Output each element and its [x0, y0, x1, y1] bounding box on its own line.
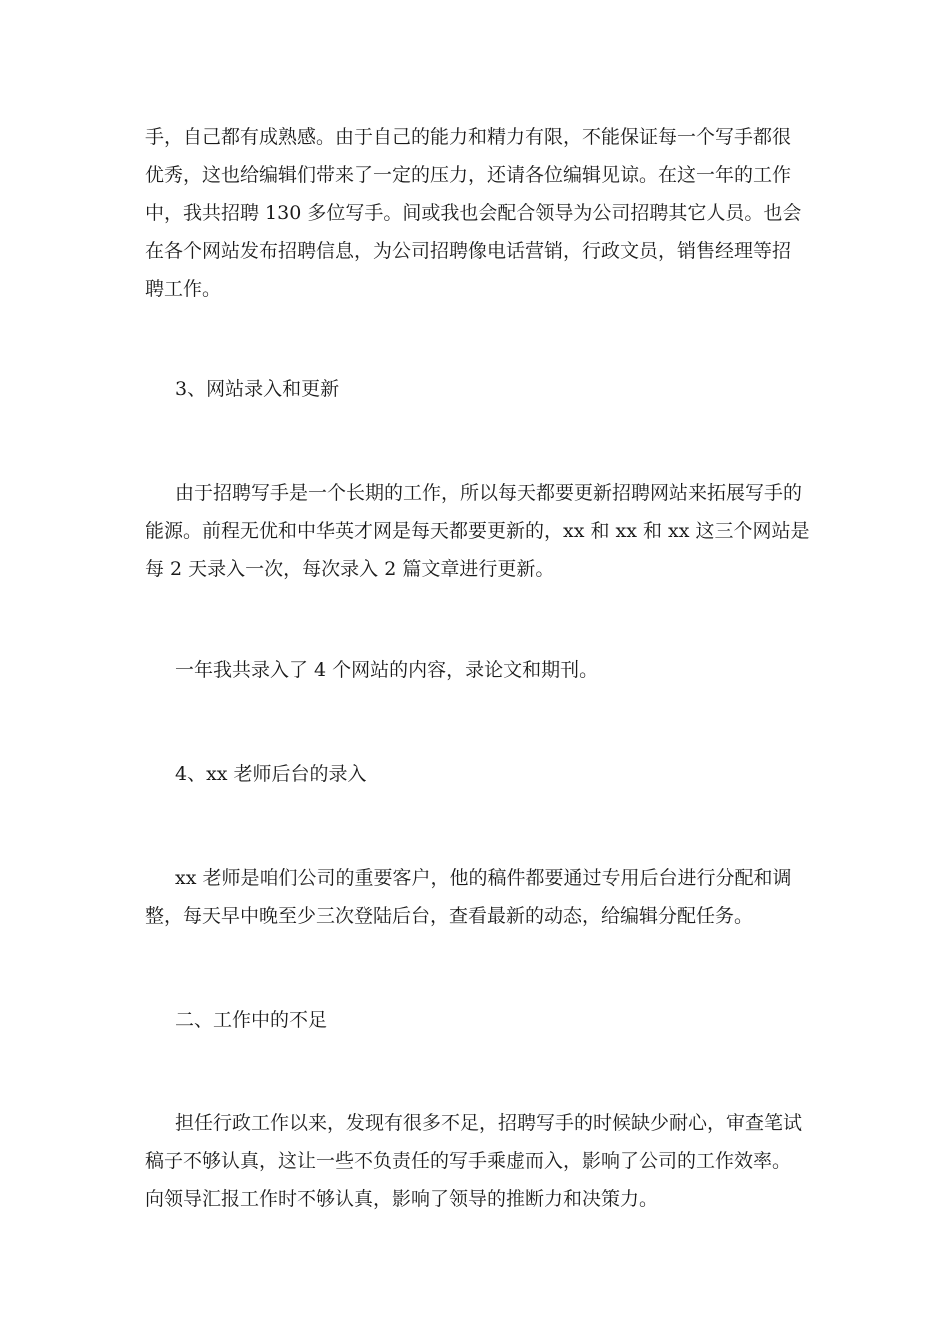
- section-heading-shortcomings: 二、工作中的不足: [175, 1009, 328, 1031]
- text-line: 在各个网站发布招聘信息，为公司招聘像电话营销，行政文员，销售经理等招: [145, 240, 792, 262]
- text-line: 手，自己都有成熟感。由于自己的能力和精力有限，不能保证每一个写手都很: [145, 126, 792, 148]
- text-line: 中，我共招聘 130 多位写手。间或我也会配合领导为公司招聘其它人员。也会: [145, 202, 802, 224]
- text-line: 向领导汇报工作时不够认真，影响了领导的推断力和决策力。: [145, 1188, 659, 1210]
- text-line: 整，每天早中晚至少三次登陆后台，查看最新的动态，给编辑分配任务。: [145, 905, 754, 927]
- text-line: 优秀，这也给编辑们带来了一定的压力，还请各位编辑见谅。在这一年的工作: [145, 164, 792, 186]
- text-line: 稿子不够认真，这让一些不负责任的写手乘虚而入，影响了公司的工作效率。: [145, 1150, 792, 1172]
- text-line: 由于招聘写手是一个长期的工作，所以每天都要更新招聘网站来拓展写手的: [175, 482, 803, 504]
- section-heading-website-entry: 3、网站录入和更新: [175, 378, 340, 400]
- text-line: 每 2 天录入一次，每次录入 2 篇文章进行更新。: [145, 558, 555, 580]
- paragraph-entry-count: 一年我共录入了 4 个网站的内容，录论文和期刊。: [175, 659, 599, 681]
- text-line: 担任行政工作以来，发现有很多不足，招聘写手的时候缺少耐心，审查笔试: [175, 1112, 803, 1134]
- text-line: 能源。前程无优和中华英才网是每天都要更新的，xx 和 xx 和 xx 这三个网站是: [145, 520, 810, 542]
- section-heading-teacher-backend: 4、xx 老师后台的录入: [175, 763, 367, 785]
- text-line: xx 老师是咱们公司的重要客户，他的稿件都要通过专用后台进行分配和调: [175, 867, 792, 889]
- text-line: 聘工作。: [145, 278, 222, 300]
